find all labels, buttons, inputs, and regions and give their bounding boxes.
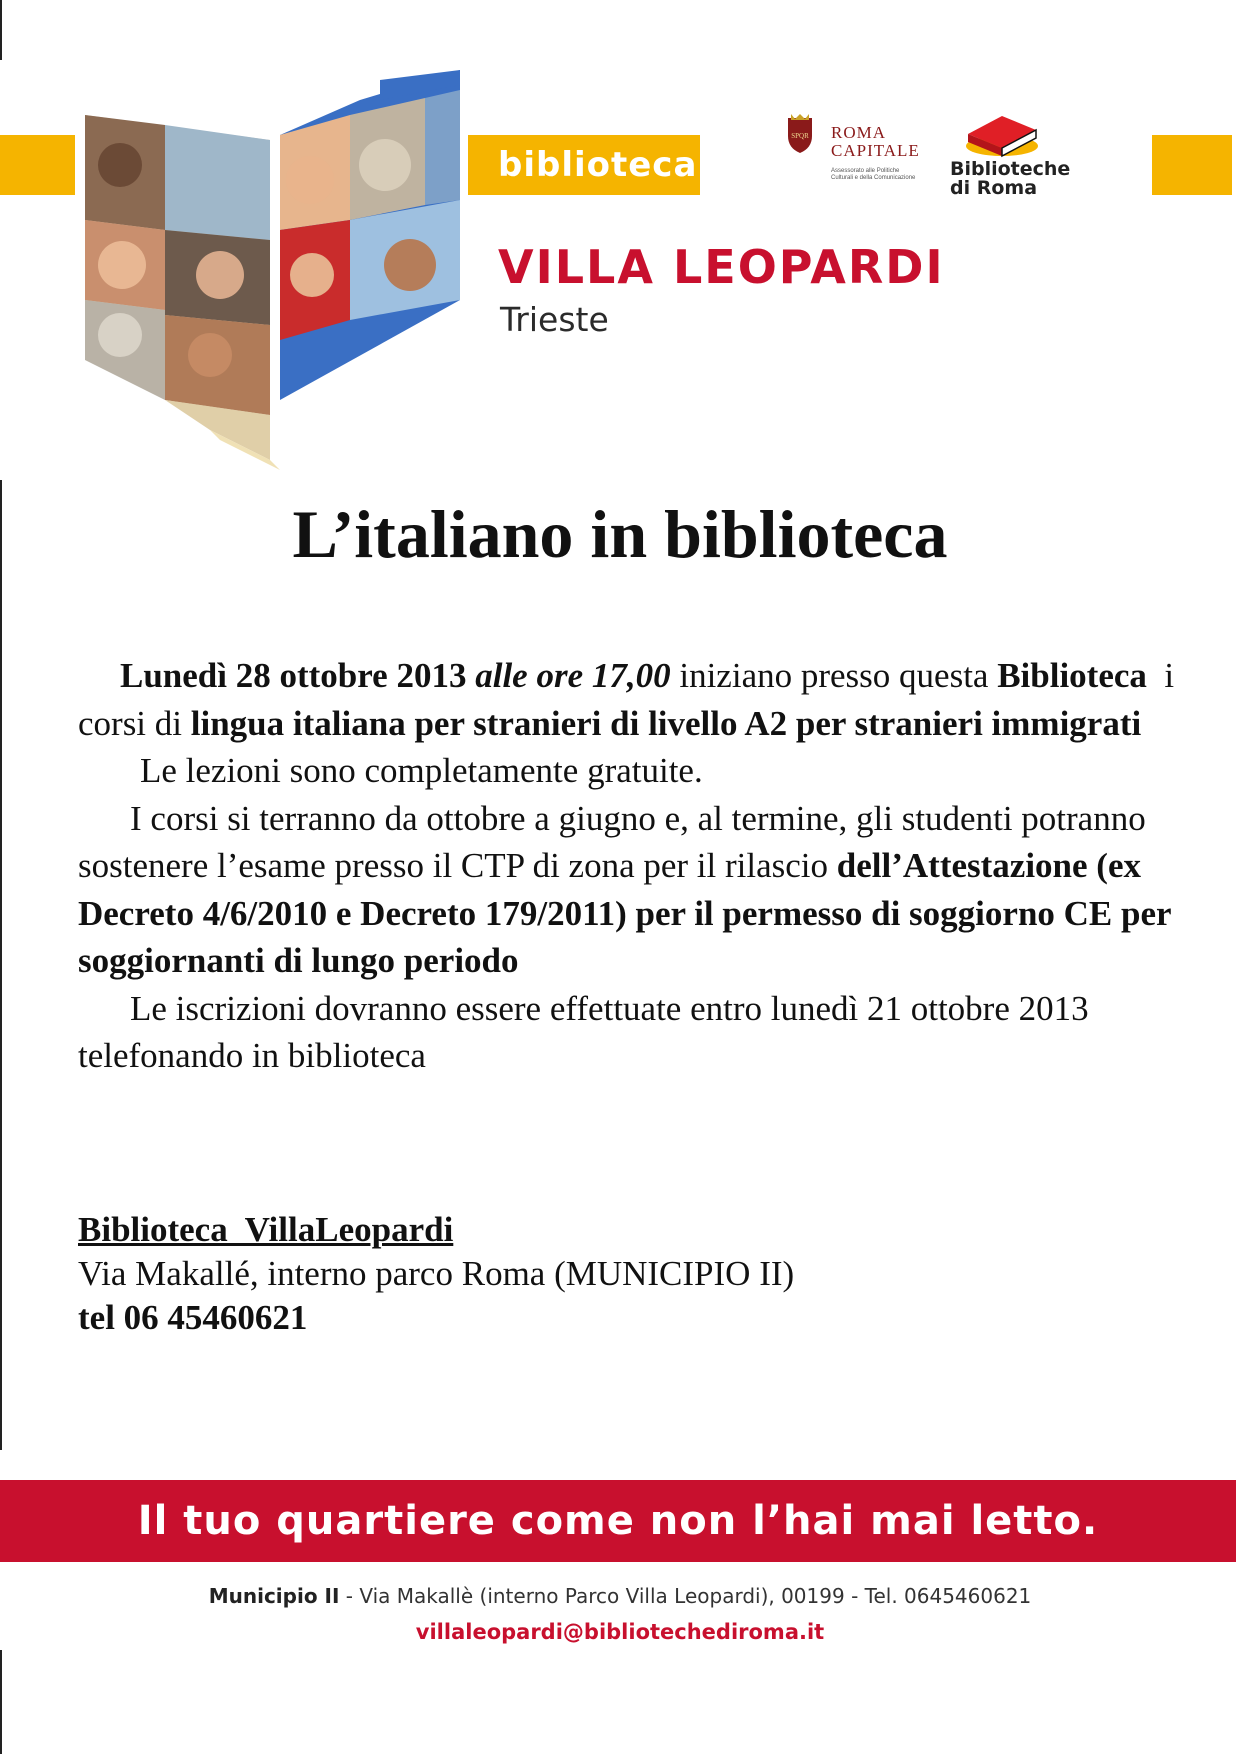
page-edge-bottom — [0, 1650, 2, 1754]
right-yellow-bar — [1152, 135, 1232, 195]
paragraph-registration: Le iscrizioni dovranno essere effettuate entro lunedì 21 ottobre 2013 telefonando in biblioteca — [78, 988, 1089, 1075]
footer-address — [0, 1584, 1240, 1608]
course-time: alle ore 17,00 — [475, 656, 671, 695]
red-book-icon — [960, 112, 1040, 158]
roma-capitale-name — [831, 124, 920, 160]
page-title: L’italiano in biblioteca — [292, 496, 948, 572]
roma-shield-icon — [785, 114, 815, 154]
paragraph-course-start — [78, 652, 1188, 747]
contact-library-name: Biblioteca VillaLeopardi — [78, 1210, 454, 1249]
page-edge-top — [0, 0, 2, 60]
photo-mosaic-book — [80, 70, 470, 470]
left-yellow-bar — [0, 135, 75, 195]
course-date: Lunedì 28 ottobre 2013 — [120, 656, 467, 695]
library-city: Trieste — [500, 300, 609, 339]
contact-block — [78, 1208, 794, 1340]
biblioteca-badge: biblioteca — [468, 135, 700, 195]
contact-address: Via Makallé, interno parco Roma (MUNICIPIO II) — [78, 1254, 795, 1293]
footer-address-rest: - Via Makallè (interno Parco Villa Leopardi), 00199 - Tel. 0645460621 — [339, 1584, 1032, 1608]
course-description: lingua italiana per stranieri di livello A2 per stranieri immigrati — [190, 703, 1142, 743]
announcement-body — [78, 652, 1188, 1080]
corsi-di: i corsi di — [78, 656, 1175, 743]
footer-municipio: Municipio II — [208, 1584, 340, 1608]
roma-capitale-subtext: Assessorato alle Politiche Culturali e della Comunicazione — [831, 168, 916, 181]
library-name: VILLA LEOPARDI — [498, 240, 945, 294]
roma-capitale-logo — [785, 110, 925, 200]
roma-name-line1: ROMA — [831, 123, 887, 142]
page-edge-middle — [0, 480, 2, 1450]
attestation-text: dell’Attestazione (ex Decreto 4/6/2010 e Decreto 179/2011) per il permesso di soggiorno CE per soggiornanti di lungo periodo — [78, 846, 1171, 980]
roma-name-line2: CAPITALE — [831, 141, 920, 160]
biblioteche-di-roma-logo — [948, 112, 1071, 202]
exam-text: I corsi si terranno da ottobre a giugno e, al termine, gli studenti potranno sostenere l’esame presso il CTP di zona per il rilascio — [78, 798, 1146, 885]
paragraph-free: Le lezioni sono completamente gratuite. — [140, 751, 703, 790]
biblioteche-line2: di Roma — [950, 177, 1038, 199]
course-intro: iniziano presso questa — [679, 656, 989, 695]
biblioteche-di-roma-text — [950, 160, 1070, 198]
paragraph-exam — [78, 795, 1188, 985]
svg-text:SPQR: SPQR — [791, 132, 809, 140]
footer-email-link[interactable]: villaleopardi@bibliotechediroma.it — [415, 1620, 825, 1644]
biblioteche-line1: Biblioteche — [950, 158, 1071, 180]
biblioteca-word: Biblioteca — [997, 656, 1147, 695]
slogan-banner: Il tuo quartiere come non l’hai mai letto. — [0, 1480, 1236, 1562]
contact-phone: tel 06 45460621 — [78, 1298, 308, 1337]
